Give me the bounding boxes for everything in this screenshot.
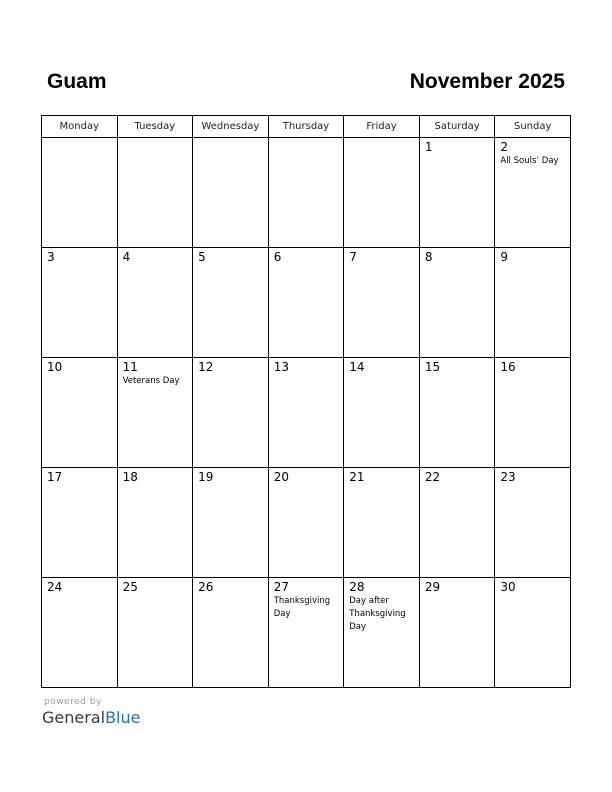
holiday-label xyxy=(42,374,117,375)
holiday-label xyxy=(193,141,268,142)
day-cell xyxy=(193,138,269,248)
day-cell xyxy=(117,578,193,688)
holiday-label xyxy=(42,141,117,142)
weekday-wednesday: Wednesday xyxy=(193,116,269,138)
day-number: 30 xyxy=(500,580,516,594)
holiday-label xyxy=(269,484,344,485)
day-number: 4 xyxy=(122,250,131,264)
day-cell xyxy=(495,248,571,358)
month-year-title: November 2025 xyxy=(409,70,565,93)
day-number: 3 xyxy=(47,250,55,264)
day-number: 23 xyxy=(500,470,516,484)
day-number: 18 xyxy=(122,470,138,484)
day-number: 7 xyxy=(349,250,357,264)
day-cell xyxy=(495,358,571,468)
holiday-label xyxy=(118,484,193,485)
weekday-saturday: Saturday xyxy=(419,116,495,138)
holiday-label xyxy=(269,374,344,375)
day-cell xyxy=(42,578,118,688)
day-cell xyxy=(42,248,118,358)
holiday-label: Day after Thanksgiving Day xyxy=(349,596,406,632)
day-cell xyxy=(117,468,193,578)
holiday-label xyxy=(118,594,193,595)
day-cell xyxy=(495,138,571,248)
day-cell xyxy=(419,468,495,578)
holiday-label: All Souls’ Day xyxy=(500,156,559,166)
day-cell xyxy=(344,578,420,688)
brand-general: General xyxy=(42,708,106,727)
day-number: 10 xyxy=(47,360,63,374)
day-number: 24 xyxy=(47,580,63,594)
day-number: 20 xyxy=(273,470,289,484)
weekday-tuesday: Tuesday xyxy=(117,116,193,138)
holiday-label xyxy=(420,374,495,375)
day-cell xyxy=(117,248,193,358)
brand-blue: Blue xyxy=(105,708,141,727)
holiday-label xyxy=(420,264,495,265)
holiday-label xyxy=(42,264,117,265)
holiday-label xyxy=(420,154,495,155)
day-cell xyxy=(419,578,495,688)
day-number: 21 xyxy=(349,470,365,484)
powered-by-label: powered by xyxy=(44,697,102,707)
day-number: 28 xyxy=(349,580,365,594)
holiday-label xyxy=(420,484,495,485)
day-cell xyxy=(42,138,118,248)
weekday-thursday: Thursday xyxy=(268,116,344,138)
day-cell xyxy=(42,358,118,468)
week-row xyxy=(42,138,571,248)
day-number: 13 xyxy=(273,360,289,374)
week-row xyxy=(42,248,571,358)
day-cell xyxy=(193,578,269,688)
day-number: 27 xyxy=(273,580,289,594)
day-cell xyxy=(495,468,571,578)
day-cell xyxy=(193,468,269,578)
region-title: Guam xyxy=(47,70,107,93)
week-row xyxy=(42,578,571,688)
day-cell xyxy=(495,578,571,688)
day-cell xyxy=(419,248,495,358)
holiday-label xyxy=(269,264,344,265)
day-number: 6 xyxy=(273,250,282,264)
day-cell xyxy=(344,468,420,578)
day-number: 22 xyxy=(424,470,441,484)
calendar-body xyxy=(42,138,571,688)
day-cell xyxy=(268,358,344,468)
holiday-label xyxy=(193,264,268,265)
day-number: 19 xyxy=(198,470,214,484)
holiday-label xyxy=(344,374,419,375)
day-cell xyxy=(268,248,344,358)
holiday-label xyxy=(495,264,570,265)
day-cell xyxy=(419,138,495,248)
day-number: 11 xyxy=(122,360,138,374)
day-number: 17 xyxy=(47,470,63,484)
calendar-grid xyxy=(41,115,571,688)
day-number: 16 xyxy=(500,360,516,374)
holiday-label xyxy=(118,264,193,265)
weekday-sunday: Sunday xyxy=(495,116,571,138)
day-number: 29 xyxy=(424,580,441,594)
weekday-monday: Monday xyxy=(42,116,118,138)
day-cell xyxy=(344,138,420,248)
day-number: 25 xyxy=(122,580,138,594)
holiday-label xyxy=(42,484,117,485)
day-number: 8 xyxy=(424,250,433,264)
day-number: 5 xyxy=(198,250,206,264)
day-cell xyxy=(268,578,344,688)
holiday-label xyxy=(193,594,268,595)
day-number: 15 xyxy=(424,360,441,374)
day-cell xyxy=(419,358,495,468)
holiday-label xyxy=(344,141,419,142)
day-cell xyxy=(344,358,420,468)
holiday-label xyxy=(269,141,344,142)
day-cell xyxy=(268,138,344,248)
holiday-label xyxy=(118,141,193,142)
day-number: 14 xyxy=(349,360,365,374)
day-cell xyxy=(117,138,193,248)
day-number: 1 xyxy=(424,140,433,154)
holiday-label xyxy=(495,594,570,595)
holiday-label xyxy=(344,264,419,265)
weekday-friday: Friday xyxy=(344,116,420,138)
day-number: 2 xyxy=(500,140,509,154)
day-cell xyxy=(344,248,420,358)
holiday-label xyxy=(495,374,570,375)
day-cell xyxy=(193,358,269,468)
holiday-label xyxy=(344,484,419,485)
holiday-label: Thanksgiving Day xyxy=(273,596,331,619)
week-row xyxy=(42,358,571,468)
day-cell xyxy=(42,468,118,578)
day-cell xyxy=(268,468,344,578)
week-row xyxy=(42,468,571,578)
holiday-label xyxy=(495,484,570,485)
day-cell xyxy=(117,358,193,468)
holiday-label xyxy=(42,594,117,595)
holiday-label: Veterans Day xyxy=(122,376,180,386)
weekday-header-row xyxy=(42,116,571,138)
holiday-label xyxy=(193,484,268,485)
day-cell xyxy=(193,248,269,358)
holiday-label xyxy=(193,374,268,375)
generalblue-logo xyxy=(42,708,140,727)
holiday-label xyxy=(420,594,495,595)
day-number: 9 xyxy=(500,250,509,264)
day-number: 26 xyxy=(198,580,214,594)
day-number: 12 xyxy=(198,360,214,374)
